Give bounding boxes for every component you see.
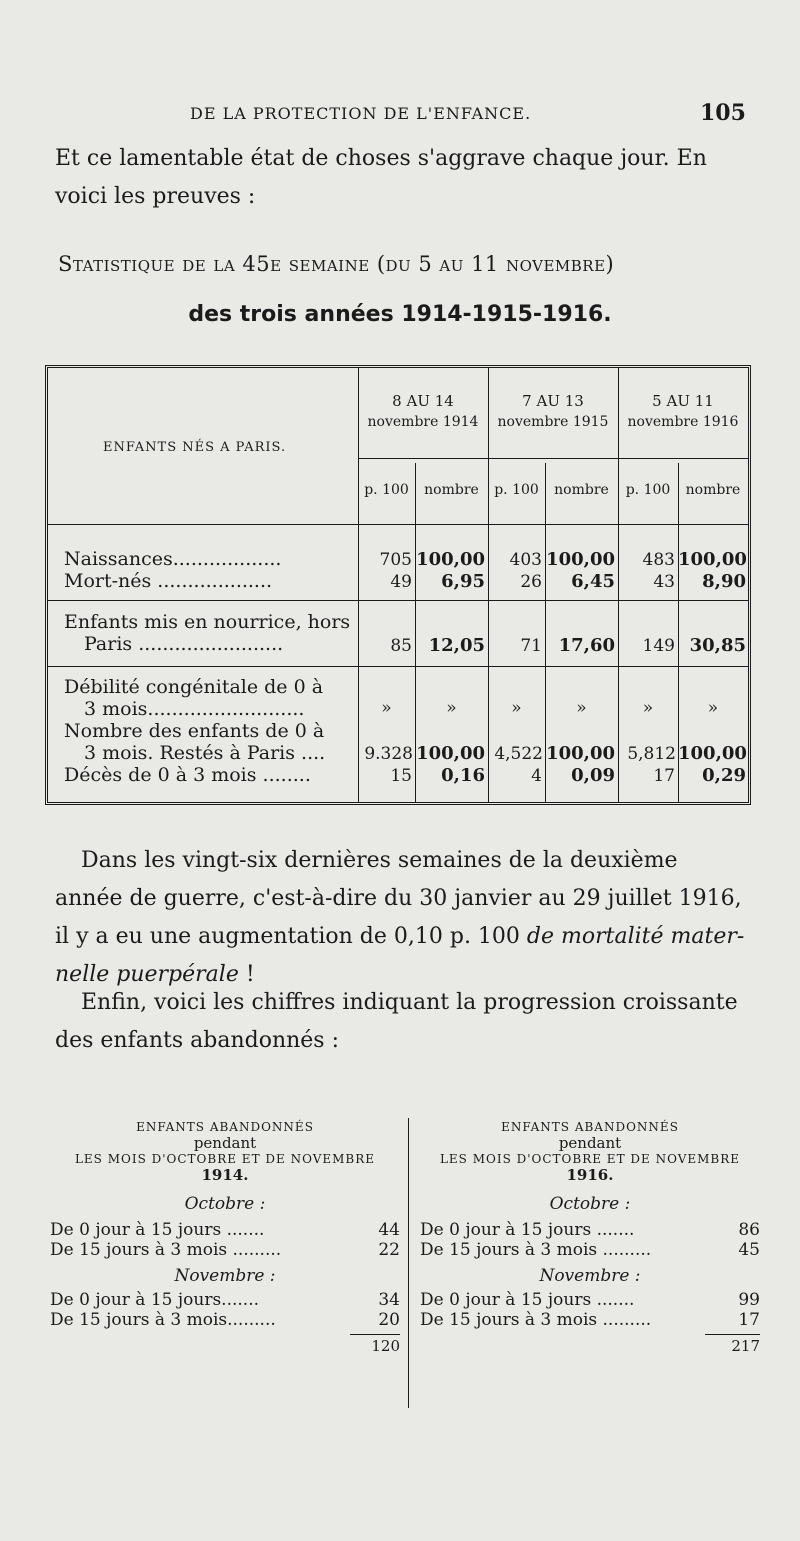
list-item [50, 1240, 400, 1260]
list-item [50, 1290, 400, 1310]
month-label: Novembre : [539, 1266, 641, 1286]
table-cell: 149 [642, 636, 675, 656]
row-label: Débilité congénitale de 0 à [64, 676, 324, 698]
panel-title: ENFANTS ABANDONNÉS [501, 1120, 679, 1134]
row-label: Naissances.................. [64, 548, 282, 570]
paragraph-intro [55, 140, 755, 216]
table-cell: 12,05 [428, 635, 485, 656]
table-cell: » [707, 698, 719, 718]
table-cell: 71 [520, 636, 542, 656]
item-value: 34 [378, 1290, 400, 1310]
table-cell: 0,09 [571, 765, 615, 786]
table-cell: 17,60 [558, 635, 615, 656]
table-cell: 17 [653, 766, 675, 786]
table-cell: 4 [531, 766, 542, 786]
statistics-heading: Statistique de la 45e semaine (du 5 au 11 novembre) [58, 252, 615, 276]
list-item [420, 1220, 760, 1240]
month-label: Octobre : [184, 1194, 266, 1214]
table-cell: 30,85 [689, 635, 746, 656]
item-label: De 0 jour à 15 jours ....... [420, 1290, 635, 1310]
column-subheader: nombre [424, 482, 479, 498]
table-cell: 403 [509, 550, 542, 570]
column-subheader: p. 100 [494, 482, 539, 498]
item-value: 17 [738, 1310, 760, 1330]
list-item [420, 1290, 760, 1310]
column-subheader: nombre [685, 482, 741, 498]
table-cell: » [511, 698, 522, 718]
month-label: Novembre : [174, 1266, 276, 1286]
paragraph-line: des enfants abandonnés : [55, 1028, 339, 1053]
row-label: 3 mois.......................... [84, 698, 305, 720]
column-subheader: p. 100 [364, 482, 409, 498]
year-month: novembre 1914 [367, 414, 479, 430]
paragraph-line: Dans les vingt-six dernières semaines de la deuxième [81, 848, 678, 873]
table-cell: 100,00 [416, 743, 485, 764]
paragraph-line: voici les preuves : [55, 184, 256, 209]
item-label: De 15 jours à 3 mois ......... [420, 1310, 652, 1330]
row-label: Mort-nés ................... [64, 570, 273, 592]
list-item [50, 1310, 400, 1330]
paragraph-line [55, 918, 760, 956]
text-span: ! [238, 962, 255, 987]
panel-pendant: pendant [193, 1134, 257, 1152]
panel-period: LES MOIS D'OCTOBRE ET DE NOVEMBRE [74, 1152, 376, 1166]
paragraph-line: année de guerre, c'est-à-dire du 30 janvier au 29 juillet 1916, [55, 886, 742, 911]
item-label: De 0 jour à 15 jours ....... [420, 1220, 635, 1240]
table-cell: 100,00 [678, 743, 747, 764]
abandoned-1916-panel [420, 1120, 760, 1355]
table-cell: 6,95 [441, 571, 485, 592]
panel-total: 217 [705, 1334, 760, 1355]
year-month: novembre 1915 [497, 414, 609, 430]
header-rule [48, 524, 748, 525]
row-header-label: ENFANTS NÉS A PARIS. [103, 440, 287, 455]
table-cell: » [642, 698, 654, 718]
row-label: 3 mois. Restés à Paris .... [84, 742, 326, 764]
list-item [420, 1310, 760, 1330]
list-item [50, 1220, 400, 1240]
item-value: 45 [738, 1240, 760, 1260]
page-number: 105 [700, 100, 746, 126]
item-value: 86 [738, 1220, 760, 1240]
paragraph-line: Enfin, voici les chiffres indiquant la progression croissante [81, 990, 738, 1015]
item-label: De 15 jours à 3 mois......... [50, 1310, 276, 1330]
table-cell: 85 [390, 636, 412, 656]
month-label: Octobre : [549, 1194, 631, 1214]
paragraph-abandoned [55, 984, 760, 1060]
paragraph-mortality [55, 842, 760, 994]
table-cell: » [381, 698, 392, 718]
year-month: novembre 1916 [627, 414, 739, 430]
column-subheader: p. 100 [625, 482, 671, 498]
running-title: DE LA PROTECTION DE L'ENFANCE. [190, 104, 532, 123]
table-cell: 49 [390, 572, 412, 592]
panel-pendant: pendant [558, 1134, 622, 1152]
text-span: il y a eu une augmentation de 0,10 p. 100 [55, 924, 527, 949]
table-cell: 43 [653, 572, 675, 592]
row-rule [48, 600, 748, 601]
row-rule [48, 666, 748, 667]
table-cell: 705 [379, 550, 412, 570]
item-label: De 15 jours à 3 mois ......... [420, 1240, 652, 1260]
table-cell: 100,00 [416, 549, 485, 570]
list-item [420, 1240, 760, 1260]
table-cell: 100,00 [678, 549, 747, 570]
column-divider [408, 1118, 409, 1408]
item-value: 44 [378, 1220, 400, 1240]
table-cell: 100,00 [546, 549, 615, 570]
table-cell: 0,29 [702, 765, 746, 786]
item-label: De 15 jours à 3 mois ......... [50, 1240, 282, 1260]
item-value: 20 [378, 1310, 400, 1330]
paragraph-line: Et ce lamentable état de choses s'aggrave chaque jour. En [55, 146, 707, 171]
item-value: 99 [738, 1290, 760, 1310]
item-label: De 0 jour à 15 jours ....... [50, 1220, 265, 1240]
column-subheader: nombre [554, 482, 609, 498]
row-label: Décès de 0 à 3 mois ........ [64, 764, 311, 786]
table-cell: 8,90 [702, 571, 746, 592]
abandoned-1914-panel [50, 1120, 400, 1355]
row-label: Enfants mis en nourrice, hors [64, 611, 351, 633]
table-cell: 0,16 [441, 765, 485, 786]
year-range: 8 AU 14 [392, 392, 454, 410]
table-cell: 15 [390, 766, 412, 786]
row-label: Paris ........................ [84, 633, 284, 655]
panel-period: LES MOIS D'OCTOBRE ET DE NOVEMBRE [439, 1152, 741, 1166]
row-label: Nombre des enfants de 0 à [64, 720, 325, 742]
table-cell: » [576, 698, 587, 718]
year-range: 5 AU 11 [652, 392, 714, 410]
italic-span: de mortalité mater- [526, 924, 745, 949]
item-value: 22 [378, 1240, 400, 1260]
table-cell: 100,00 [546, 743, 615, 764]
table-cell: 6,45 [571, 571, 615, 592]
panel-title: ENFANTS ABANDONNÉS [136, 1120, 314, 1134]
panel-year: 1914. [201, 1166, 249, 1184]
item-label: De 0 jour à 15 jours....... [50, 1290, 260, 1310]
table-cell: 5,812 [627, 744, 676, 764]
table-cell: 9.328 [364, 744, 413, 764]
statistics-subheading: des trois années 1914-1915-1916. [188, 302, 612, 327]
panel-year: 1916. [566, 1166, 614, 1184]
header-rule [358, 458, 748, 459]
panel-total: 120 [350, 1334, 400, 1355]
table-cell: 483 [642, 550, 675, 570]
birth-statistics-table [45, 365, 751, 805]
table-cell: » [446, 698, 457, 718]
year-range: 7 AU 13 [522, 392, 584, 410]
italic-span: nelle puerpérale [55, 962, 239, 987]
table-cell: 26 [520, 572, 542, 592]
table-cell: 4,522 [494, 744, 543, 764]
